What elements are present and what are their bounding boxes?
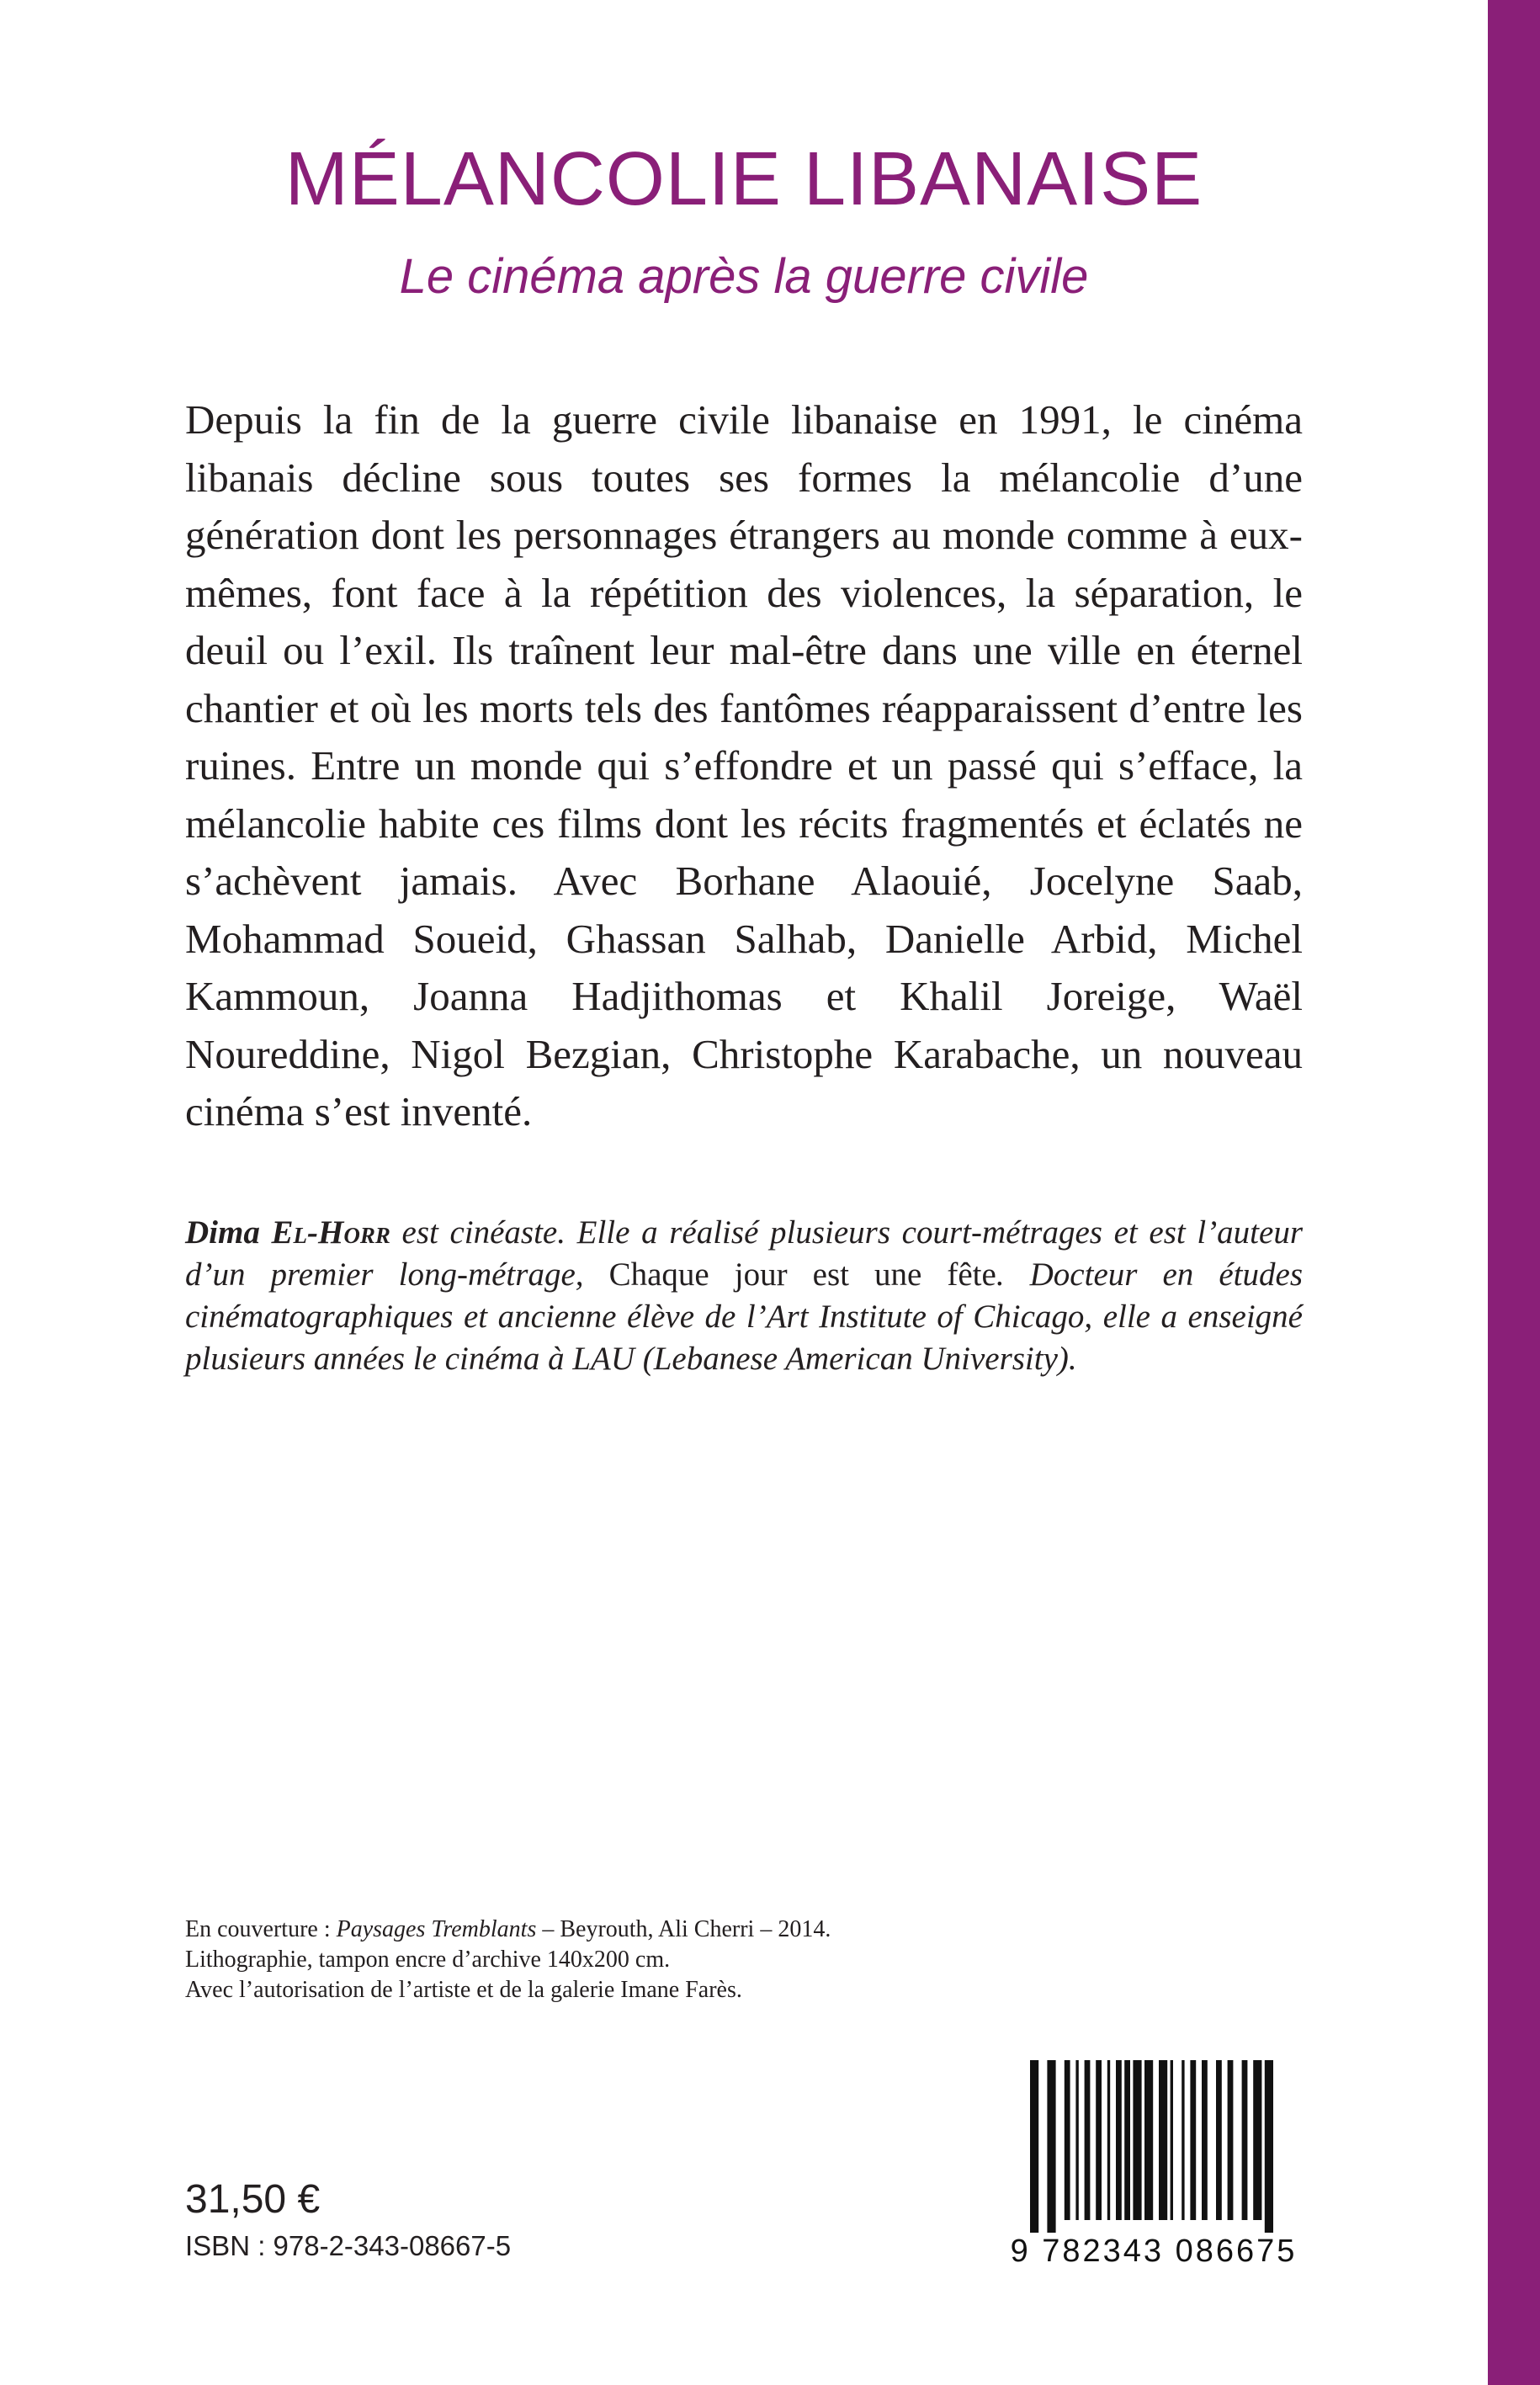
barcode-bar [1075, 2060, 1078, 2220]
cover-spine-band [1488, 0, 1540, 2385]
barcode-bar [1096, 2060, 1102, 2220]
barcode-bar [1216, 2060, 1222, 2220]
barcode-bar [1144, 2060, 1153, 2220]
cover-credits [185, 1915, 831, 2005]
bio-text-part1: est cinéaste. Elle a réalisé plusieurs court-métrages et est l’auteur d’un premier long-métrage, [185, 1214, 1304, 1293]
book-price: 31,50 € [185, 2177, 321, 2222]
barcode-bar [1190, 2060, 1196, 2220]
barcode-bar [1030, 2060, 1038, 2233]
back-cover-blurb: Depuis la fin de la guerre civile libanaise en 1991, le cinéma libanais décline sous toutes ses formes la mélancolie d’une génération dont les personnages étrangers au monde comme à eux-mêmes, font face à la répétition des violences, la séparation, le deuil ou l’exil. Ils traînent leur mal-être dans une ville en éternel chantier et où les morts tels des fantômes réapparaissent d’entre les ruines. Entre un monde qui s’effondre et un passé qui s’efface, la mélancolie habite ces films dont les récits fragmentés et éclatés ne s’achèvent jamais. Avec Borhane Alaouié, Jocelyne Saab, Mohammad Soueid, Ghassan Salhab, Danielle Arbid, Michel Kammoun, Joanna Hadjithomas et Khalil Joreige, Waël Noureddine, Nigol Bezgian, Christophe Karabache, un nouveau cinéma s’est inventé. [185, 396, 1303, 1134]
barcode-bar [1065, 2060, 1070, 2220]
barcode-bar [1107, 2060, 1110, 2220]
barcode-bar [1171, 2060, 1173, 2220]
barcode-bar [1228, 2060, 1234, 2220]
author-bio [185, 1212, 1303, 1380]
barcode-bar [1133, 2060, 1141, 2220]
barcode [1006, 2060, 1301, 2271]
credits-prefix: En couverture : [185, 1916, 337, 1942]
bio-text-part2: . Docteur en études cinématographiques et ancienne élève de l’Art Institute of Chicago, elle a enseigné plusieurs années le cinéma à LAU (Lebanese American University). [185, 1256, 1303, 1377]
barcode-bar [1116, 2060, 1122, 2220]
barcode-bar [1047, 2060, 1055, 2233]
barcode-bar [1242, 2060, 1248, 2220]
author-first-name: Dima [185, 1214, 260, 1251]
barcode-bar [1159, 2060, 1167, 2220]
credits-line-1 [185, 1915, 831, 1945]
isbn-number: ISBN : 978-2-343-08667-5 [185, 2230, 512, 2261]
bio-film-title: Chaque jour est une fête [608, 1256, 996, 1293]
barcode-bars [1006, 2060, 1301, 2233]
author-last-name: El-Horr [271, 1214, 390, 1251]
barcode-bar [1202, 2060, 1208, 2220]
credits-line-2: Lithographie, tampon encre d’archive 140x200 cm. [185, 1947, 671, 1973]
credits-artwork-title: Paysages Tremblants [336, 1916, 537, 1942]
barcode-bar [1253, 2060, 1261, 2220]
credits-line-3: Avec l’autorisation de l’artiste et de la galerie Imane Farès. [185, 1977, 742, 2003]
barcode-bar [1085, 2060, 1091, 2220]
book-title: MÉLANCOLIE LIBANAISE [284, 137, 1203, 221]
book-subtitle: Le cinéma après la guerre civile [399, 249, 1089, 304]
barcode-digits: 9 782343 086675 [1010, 2234, 1298, 2269]
credits-suffix: – Beyrouth, Ali Cherri – 2014. [536, 1916, 831, 1942]
barcode-bar [1265, 2060, 1273, 2233]
barcode-bar [1182, 2060, 1184, 2220]
barcode-bar [1124, 2060, 1130, 2220]
